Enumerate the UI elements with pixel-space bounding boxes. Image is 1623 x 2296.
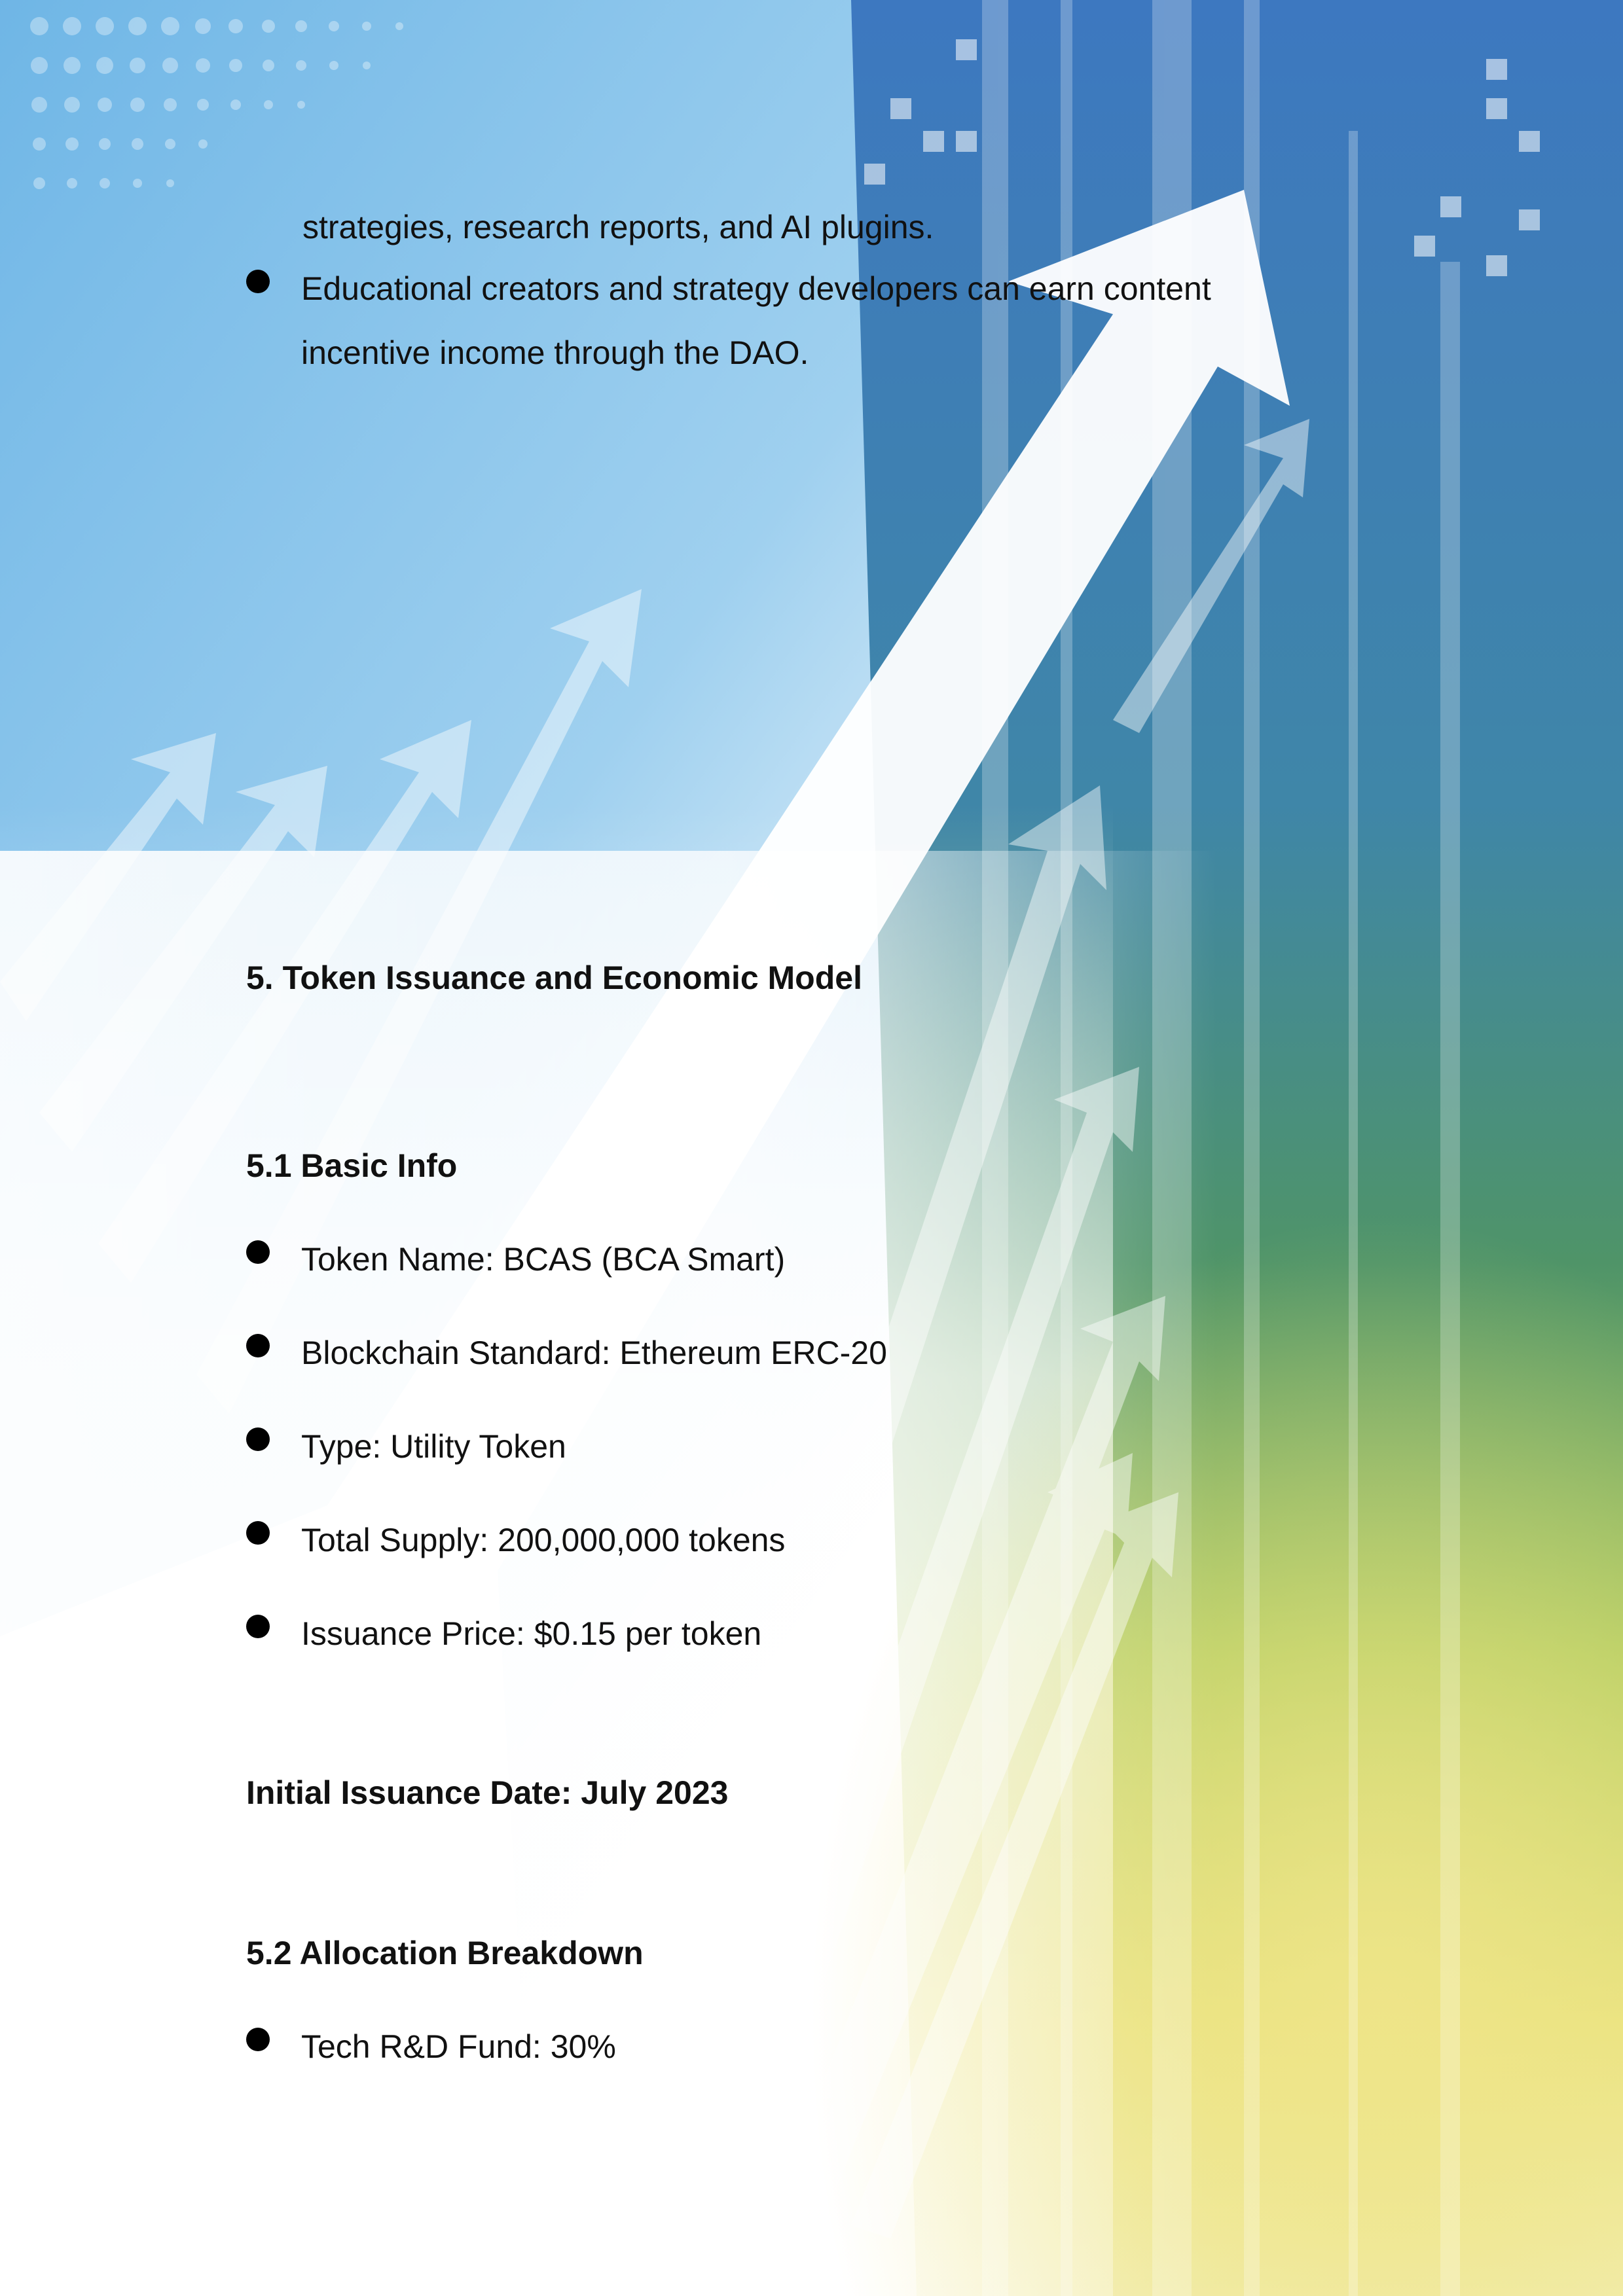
subsection-heading-allocation: 5.2 Allocation Breakdown xyxy=(246,1935,644,1971)
list-item xyxy=(246,2015,1349,2079)
bullet-icon xyxy=(246,1240,270,1264)
bullet-icon xyxy=(246,1334,270,1357)
list-item-text: Tech R&D Fund: 30% xyxy=(301,2028,616,2065)
bullet-icon xyxy=(246,1521,270,1545)
list-item xyxy=(246,257,1349,385)
list-item xyxy=(246,1227,1349,1291)
list-item xyxy=(246,1508,1349,1572)
list-item-text: Educational creators and strategy developers can earn content incentive income through the DAO. xyxy=(301,270,1211,371)
bullet-icon xyxy=(246,270,270,293)
bullet-continuation-text: strategies, research reports, and AI plugins. xyxy=(302,209,934,245)
list-item-text: Total Supply: 200,000,000 tokens xyxy=(301,1522,786,1558)
issuance-date: Initial Issuance Date: July 2023 xyxy=(246,1774,729,1811)
list-item-text: Type: Utility Token xyxy=(301,1428,566,1465)
bullet-icon xyxy=(246,1427,270,1451)
section-heading: 5. Token Issuance and Economic Model xyxy=(246,960,862,996)
list-item-text: Token Name: BCAS (BCA Smart) xyxy=(301,1241,786,1278)
list-item-text: Issuance Price: $0.15 per token xyxy=(301,1615,762,1652)
list-item xyxy=(246,1602,1349,1666)
bullet-icon xyxy=(246,2028,270,2051)
list-item xyxy=(246,1321,1349,1385)
bullet-icon xyxy=(246,1615,270,1638)
list-item-text: Blockchain Standard: Ethereum ERC-20 xyxy=(301,1335,887,1371)
list-item xyxy=(246,1414,1349,1479)
subsection-heading-basic-info: 5.1 Basic Info xyxy=(246,1147,458,1184)
